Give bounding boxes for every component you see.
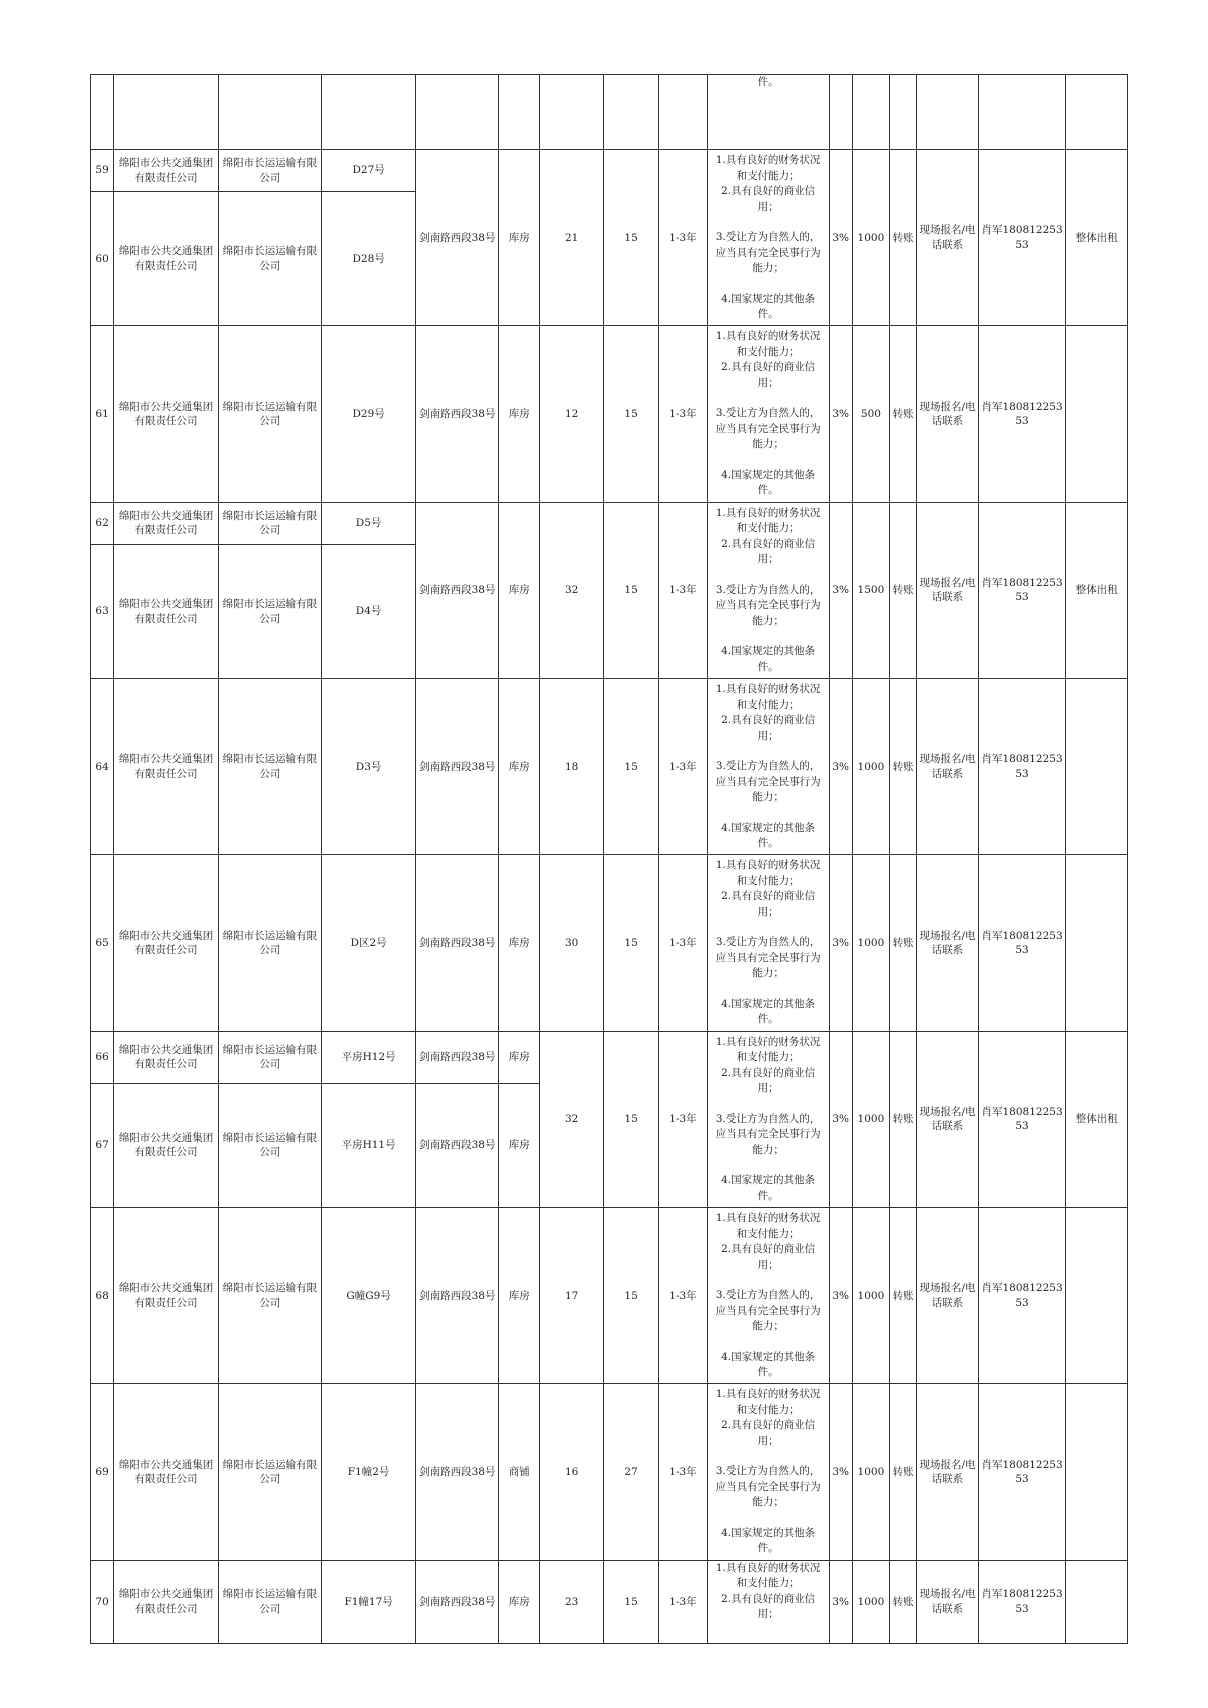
transferor: 绵阳市公共交通集团有限责任公司 [114, 150, 219, 192]
asset-unit: D27号 [321, 150, 416, 192]
conditions: 1.具有良好的财务状况和支付能力； 2.具有良好的商业信用； 3.受让方为自然人的，应当具有完全民事行为能力； 4.国家规定的其他条件。 [707, 1208, 829, 1384]
use: 库房 [499, 679, 540, 855]
asset-holder: 绵阳市长运运输有限公司 [218, 1384, 321, 1560]
use: 库房 [499, 326, 540, 502]
contact: 肖军18081225353 [978, 326, 1066, 502]
conditions: 1.具有良好的财务状况和支付能力； 2.具有良好的商业信用； 3.受让方为自然人的，应当具有完全民事行为能力； 4.国家规定的其他条件。 [707, 326, 829, 502]
conditions: 1.具有良好的财务状况和支付能力； 2.具有良好的商业信用； 3.受让方为自然人的，应当具有完全民事行为能力； 4.国家规定的其他条件。 [707, 150, 829, 326]
payment: 转账 [890, 1208, 917, 1384]
unit-price: 27 [603, 1384, 658, 1560]
address: 剑南路西段38号 [416, 502, 499, 678]
asset-unit: D28号 [321, 192, 416, 326]
asset-unit: 平房H12号 [321, 1031, 416, 1083]
signup-method: 现场报名/电话联系 [917, 679, 978, 855]
row-number: 60 [91, 192, 114, 326]
contact: 肖军18081225353 [978, 1384, 1066, 1560]
signup-method: 现场报名/电话联系 [917, 855, 978, 1031]
signup-method: 现场报名/电话联系 [917, 1560, 978, 1643]
remark [1066, 855, 1128, 1031]
lease-term: 1-3年 [659, 1208, 707, 1384]
margin-rate: 3% [829, 1384, 852, 1560]
asset-unit: D3号 [321, 679, 416, 855]
asset-holder: 绵阳市长运运输有限公司 [218, 1560, 321, 1643]
contact: 肖军18081225353 [978, 150, 1066, 326]
table-row [91, 1560, 1128, 1643]
use: 库房 [499, 502, 540, 678]
table-row [91, 502, 1128, 544]
asset-unit: F1幢2号 [321, 1384, 416, 1560]
payment: 转账 [890, 150, 917, 326]
payment: 转账 [890, 1384, 917, 1560]
use: 商铺 [499, 1384, 540, 1560]
unit-price: 15 [603, 1031, 658, 1207]
remark [1066, 1560, 1128, 1643]
margin-rate: 3% [829, 1560, 852, 1643]
address: 剑南路西段38号 [416, 326, 499, 502]
table-row [91, 1031, 1128, 1083]
lease-term: 1-3年 [659, 502, 707, 678]
row-number: 70 [91, 1560, 114, 1643]
row-number: 67 [91, 1083, 114, 1207]
unit-price: 15 [603, 855, 658, 1031]
area: 18 [540, 679, 603, 855]
address: 剑南路西段38号 [416, 1560, 499, 1643]
remark [1066, 679, 1128, 855]
transferor: 绵阳市公共交通集团有限责任公司 [114, 1083, 219, 1207]
asset-holder: 绵阳市长运运输有限公司 [218, 150, 321, 192]
signup-method: 现场报名/电话联系 [917, 1384, 978, 1560]
use: 库房 [499, 855, 540, 1031]
row-number: 59 [91, 150, 114, 192]
table-row [91, 679, 1128, 855]
address: 剑南路西段38号 [416, 1083, 499, 1207]
margin-rate: 3% [829, 855, 852, 1031]
asset-holder: 绵阳市长运运输有限公司 [218, 855, 321, 1031]
row-number: 68 [91, 1208, 114, 1384]
signup-method: 现场报名/电话联系 [917, 1031, 978, 1207]
transferor: 绵阳市公共交通集团有限责任公司 [114, 1031, 219, 1083]
use: 库房 [499, 150, 540, 326]
area: 30 [540, 855, 603, 1031]
area: 12 [540, 326, 603, 502]
table-row [91, 1208, 1128, 1384]
use: 库房 [499, 1208, 540, 1384]
transferor: 绵阳市公共交通集团有限责任公司 [114, 679, 219, 855]
asset-unit: D29号 [321, 326, 416, 502]
signup-method: 现场报名/电话联系 [917, 1208, 978, 1384]
area: 16 [540, 1384, 603, 1560]
table-row [91, 326, 1128, 502]
unit-price: 15 [603, 679, 658, 855]
asset-unit: G幢G9号 [321, 1208, 416, 1384]
unit-price: 15 [603, 502, 658, 678]
signup-method: 现场报名/电话联系 [917, 326, 978, 502]
deposit: 1000 [852, 1384, 889, 1560]
transferor: 绵阳市公共交通集团有限责任公司 [114, 502, 219, 544]
address: 剑南路西段38号 [416, 1208, 499, 1384]
conditions: 1.具有良好的财务状况和支付能力； 2.具有良好的商业信用； 3.受让方为自然人的，应当具有完全民事行为能力； 4.国家规定的其他条件。 [707, 502, 829, 678]
area: 17 [540, 1208, 603, 1384]
table-row [91, 855, 1128, 1031]
asset-holder: 绵阳市长运运输有限公司 [218, 192, 321, 326]
asset-unit: D区2号 [321, 855, 416, 1031]
transferor: 绵阳市公共交通集团有限责任公司 [114, 544, 219, 678]
lease-term: 1-3年 [659, 855, 707, 1031]
signup-method: 现场报名/电话联系 [917, 502, 978, 678]
conditions-tail: 件。 [707, 75, 829, 150]
address: 剑南路西段38号 [416, 1031, 499, 1083]
lease-term: 1-3年 [659, 1384, 707, 1560]
deposit: 1000 [852, 1560, 889, 1643]
table-row [91, 1384, 1128, 1560]
deposit: 1000 [852, 1031, 889, 1207]
asset-holder: 绵阳市长运运输有限公司 [218, 326, 321, 502]
deposit: 1000 [852, 855, 889, 1031]
address: 剑南路西段38号 [416, 150, 499, 326]
transferor: 绵阳市公共交通集团有限责任公司 [114, 1208, 219, 1384]
unit-price: 15 [603, 1208, 658, 1384]
deposit: 500 [852, 326, 889, 502]
use: 库房 [499, 1031, 540, 1083]
table-row [91, 75, 1128, 150]
row-number: 65 [91, 855, 114, 1031]
deposit: 1000 [852, 150, 889, 326]
remark: 整体出租 [1066, 1031, 1128, 1207]
payment: 转账 [890, 855, 917, 1031]
transferor: 绵阳市公共交通集团有限责任公司 [114, 1384, 219, 1560]
asset-unit: F1幢17号 [321, 1560, 416, 1643]
transferor: 绵阳市公共交通集团有限责任公司 [114, 192, 219, 326]
margin-rate: 3% [829, 502, 852, 678]
row-number: 64 [91, 679, 114, 855]
table-row [91, 150, 1128, 192]
payment: 转账 [890, 679, 917, 855]
remark [1066, 1208, 1128, 1384]
contact: 肖军18081225353 [978, 1208, 1066, 1384]
remark: 整体出租 [1066, 502, 1128, 678]
lease-term: 1-3年 [659, 1031, 707, 1207]
contact: 肖军18081225353 [978, 855, 1066, 1031]
row-number: 63 [91, 544, 114, 678]
lease-term: 1-3年 [659, 679, 707, 855]
row-number: 69 [91, 1384, 114, 1560]
signup-method: 现场报名/电话联系 [917, 150, 978, 326]
margin-rate: 3% [829, 150, 852, 326]
deposit: 1500 [852, 502, 889, 678]
lease-term: 1-3年 [659, 1560, 707, 1643]
remark: 整体出租 [1066, 150, 1128, 326]
asset-holder: 绵阳市长运运输有限公司 [218, 1083, 321, 1207]
asset-holder: 绵阳市长运运输有限公司 [218, 502, 321, 544]
payment: 转账 [890, 1031, 917, 1207]
use: 库房 [499, 1560, 540, 1643]
margin-rate: 3% [829, 1031, 852, 1207]
unit-price: 15 [603, 150, 658, 326]
row-number: 66 [91, 1031, 114, 1083]
deposit: 1000 [852, 1208, 889, 1384]
margin-rate: 3% [829, 326, 852, 502]
unit-price: 15 [603, 326, 658, 502]
payment: 转账 [890, 502, 917, 678]
contact: 肖军18081225353 [978, 502, 1066, 678]
conditions: 1.具有良好的财务状况和支付能力； 2.具有良好的商业信用； 3.受让方为自然人的，应当具有完全民事行为能力； 4.国家规定的其他条件。 [707, 679, 829, 855]
asset-holder: 绵阳市长运运输有限公司 [218, 1031, 321, 1083]
asset-unit: D4号 [321, 544, 416, 678]
asset-holder: 绵阳市长运运输有限公司 [218, 1208, 321, 1384]
contact: 肖军18081225353 [978, 679, 1066, 855]
area: 21 [540, 150, 603, 326]
asset-unit: 平房H11号 [321, 1083, 416, 1207]
use: 库房 [499, 1083, 540, 1207]
area: 32 [540, 502, 603, 678]
transferor: 绵阳市公共交通集团有限责任公司 [114, 326, 219, 502]
conditions: 1.具有良好的财务状况和支付能力； 2.具有良好的商业信用； [707, 1560, 829, 1643]
lease-term: 1-3年 [659, 326, 707, 502]
address: 剑南路西段38号 [416, 679, 499, 855]
asset-unit: D5号 [321, 502, 416, 544]
unit-price: 15 [603, 1560, 658, 1643]
conditions: 1.具有良好的财务状况和支付能力； 2.具有良好的商业信用； 3.受让方为自然人的，应当具有完全民事行为能力； 4.国家规定的其他条件。 [707, 1384, 829, 1560]
area: 23 [540, 1560, 603, 1643]
deposit: 1000 [852, 679, 889, 855]
area: 32 [540, 1031, 603, 1207]
margin-rate: 3% [829, 679, 852, 855]
payment: 转账 [890, 1560, 917, 1643]
asset-holder: 绵阳市长运运输有限公司 [218, 679, 321, 855]
row-number: 62 [91, 502, 114, 544]
row-number: 61 [91, 326, 114, 502]
address: 剑南路西段38号 [416, 855, 499, 1031]
asset-lease-table [90, 74, 1128, 1644]
asset-holder: 绵阳市长运运输有限公司 [218, 544, 321, 678]
transferor: 绵阳市公共交通集团有限责任公司 [114, 855, 219, 1031]
margin-rate: 3% [829, 1208, 852, 1384]
lease-term: 1-3年 [659, 150, 707, 326]
remark [1066, 326, 1128, 502]
conditions: 1.具有良好的财务状况和支付能力； 2.具有良好的商业信用； 3.受让方为自然人的，应当具有完全民事行为能力； 4.国家规定的其他条件。 [707, 855, 829, 1031]
payment: 转账 [890, 326, 917, 502]
transferor: 绵阳市公共交通集团有限责任公司 [114, 1560, 219, 1643]
contact: 肖军18081225353 [978, 1031, 1066, 1207]
contact: 肖军18081225353 [978, 1560, 1066, 1643]
address: 剑南路西段38号 [416, 1384, 499, 1560]
remark [1066, 1384, 1128, 1560]
conditions: 1.具有良好的财务状况和支付能力； 2.具有良好的商业信用； 3.受让方为自然人的，应当具有完全民事行为能力； 4.国家规定的其他条件。 [707, 1031, 829, 1207]
